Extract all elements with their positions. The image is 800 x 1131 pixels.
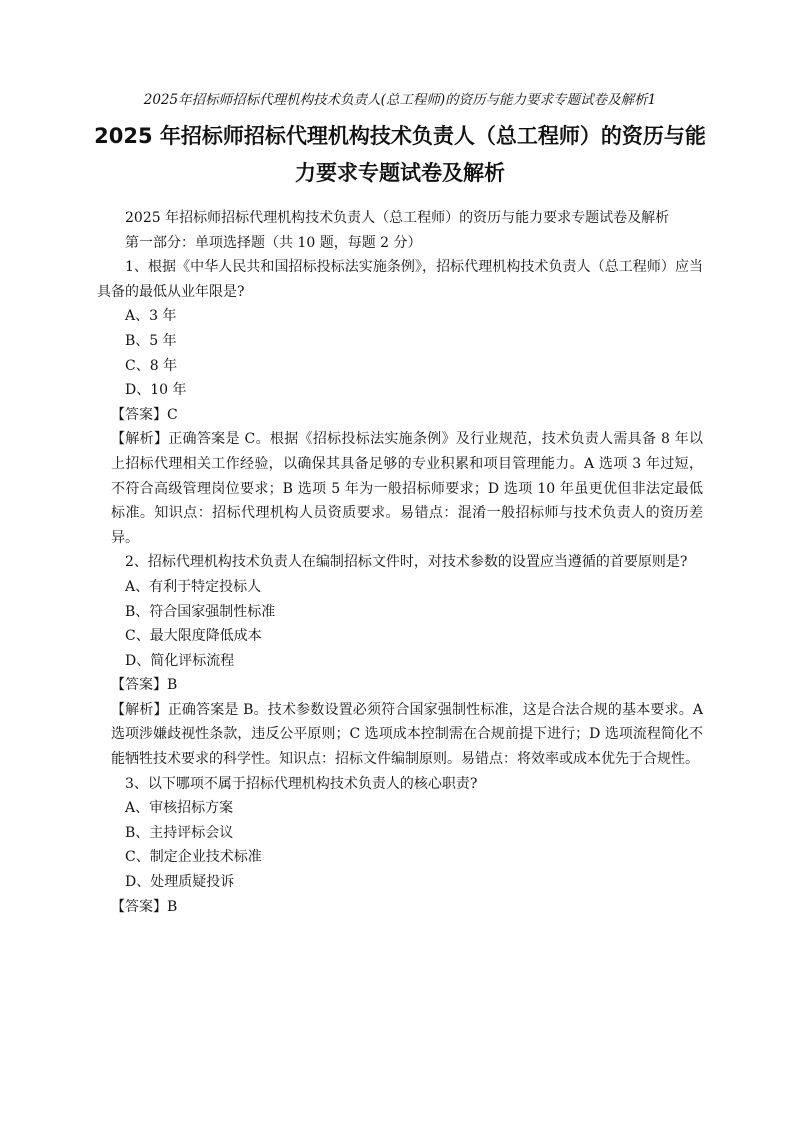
answer-value: C [167, 406, 178, 423]
option-b: B、5 年 [125, 332, 177, 349]
answer-tag: 【答案】 [111, 677, 167, 694]
answer-line [97, 673, 703, 698]
option-d: D、10 年 [125, 382, 187, 399]
answer-line [97, 403, 703, 428]
document-body [97, 206, 703, 919]
option-c: C、8 年 [125, 357, 178, 374]
option-a: A、有利于特定投标人 [125, 578, 262, 595]
answer-tag: 【答案】 [111, 406, 167, 423]
option-c: C、最大限度降低成本 [125, 628, 262, 645]
option-d: D、简化评标流程 [125, 652, 235, 669]
answer-tag: 【答案】 [111, 898, 167, 915]
answer-line [97, 895, 703, 920]
document-title: 2025 年招标师招标代理机构技术负责人（总工程师）的资历与能力要求专题试卷及解析 [94, 124, 706, 185]
option-b: B、符合国家强制性标准 [125, 603, 276, 620]
intro-paragraph: 2025 年招标师招标代理机构技术负责人（总工程师）的资历与能力要求专题试卷及解析 [125, 210, 670, 226]
running-header: 2025年招标师招标代理机构技术负责人(总工程师)的资历与能力要求专题试卷及解析1 [143, 92, 657, 108]
option-b: B、主持评标会议 [125, 824, 234, 841]
option-a: A、3 年 [125, 308, 177, 325]
analysis-paragraph [97, 427, 703, 550]
question-stem: 1、根据《中华人民共和国招标投标法实施条例》，招标代理机构技术负责人（总工程师）应当具备的最低从业年限是? [97, 259, 703, 300]
analysis-paragraph [97, 698, 703, 772]
analysis-tag: 【解析】 [111, 701, 168, 718]
section-heading: 第一部分：单项选择题（共 10 题，每题 2 分） [125, 234, 422, 251]
analysis-text: 正确答案是 C。根据《招标投标法实施条例》及行业规范，技术负责人需具备 8 年以上招标代理相关工作经验，以确保其具备足够的专业积累和项目管理能力。A 选项 3 年过短，不符合高级管理岗位要求；B 选项 5 年为一般招标师要求；D 选项 10 年虽更优但非法定最低标准。知识点：招标代理机构人员资质要求。易错点：混淆一般招标师与技术负责人的资历差异。 [111, 431, 704, 546]
answer-value: B [167, 677, 178, 694]
analysis-tag: 【解析】 [111, 431, 169, 448]
question-stem: 3、以下哪项不属于招标代理机构技术负责人的核心职责? [125, 775, 478, 792]
analysis-text: 正确答案是 B。技术参数设置必须符合国家强制性标准，这是合法合规的基本要求。A 选项涉嫌歧视性条款，违反公平原则；C 选项成本控制需在合规前提下进行；D 选项流程简化不能牺牲技术要求的科学性。知识点：招标文件编制原则。易错点：将效率或成本优先于合规性。 [111, 701, 703, 768]
question-stem: 2、招标代理机构技术负责人在编制招标文件时，对技术参数的设置应当遵循的首要原则是? [125, 554, 688, 571]
option-a: A、审核招标方案 [125, 800, 234, 817]
answer-value: B [167, 898, 178, 915]
option-c: C、制定企业技术标准 [125, 849, 262, 866]
option-d: D、处理质疑投诉 [125, 874, 235, 891]
